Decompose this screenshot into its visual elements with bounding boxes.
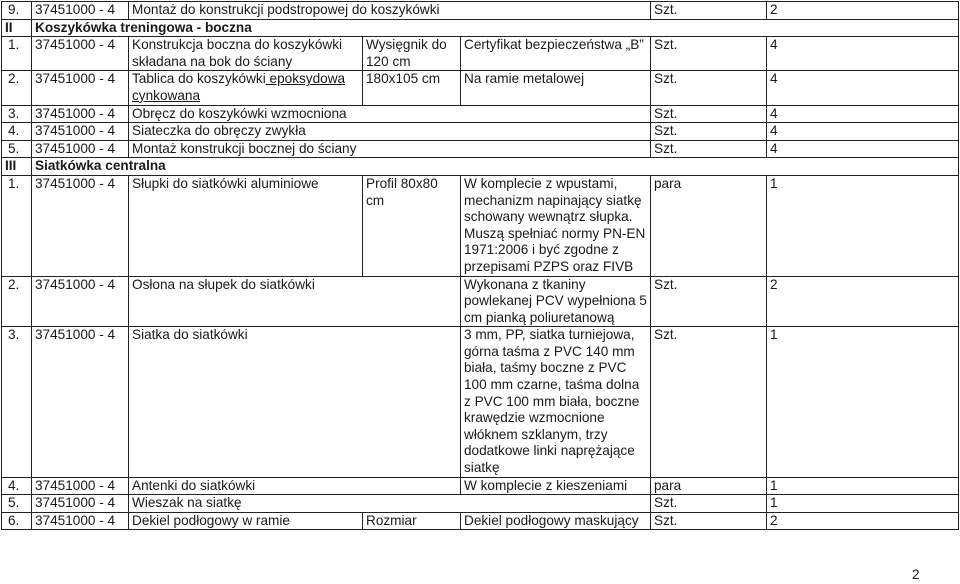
row-number: 5. xyxy=(2,495,32,513)
cpv-code: 37451000 - 4 xyxy=(32,175,129,276)
cpv-code: 37451000 - 4 xyxy=(32,327,129,477)
quantity: 1 xyxy=(767,175,959,276)
cpv-code: 37451000 - 4 xyxy=(32,123,129,141)
table-row xyxy=(2,140,959,158)
unit: para xyxy=(651,477,767,495)
cpv-code: 37451000 - 4 xyxy=(32,140,129,158)
table-row xyxy=(2,276,959,327)
row-number: 3. xyxy=(2,105,32,123)
item-name xyxy=(129,71,363,105)
item-name: Dekiel podłogowy w ramie xyxy=(129,512,363,530)
quantity: 2 xyxy=(767,512,959,530)
row-number: 4. xyxy=(2,123,32,141)
quantity: 4 xyxy=(767,140,959,158)
row-number: 2. xyxy=(2,71,32,105)
unit: Szt. xyxy=(651,140,767,158)
table-row xyxy=(2,123,959,141)
row-number: 9. xyxy=(2,2,32,20)
row-number: 1. xyxy=(2,37,32,71)
table-row xyxy=(2,327,959,477)
item-description: Dekiel podłogowy maskujący xyxy=(461,512,651,530)
item-size: 180x105 cm xyxy=(363,71,461,105)
section-header-row xyxy=(2,158,959,176)
item-name-part: Tablica do koszykówki xyxy=(132,71,266,87)
section-header-row xyxy=(2,19,959,37)
item-description: Na ramie metalowej xyxy=(461,71,651,105)
cpv-code: 37451000 - 4 xyxy=(32,37,129,71)
unit: Szt. xyxy=(651,71,767,105)
item-description: Certyfikat bezpieczeństwa „B” xyxy=(461,37,651,71)
cpv-code: 37451000 - 4 xyxy=(32,2,129,20)
unit: Szt. xyxy=(651,2,767,20)
item-name: Wieszak na siatkę xyxy=(129,495,651,513)
table-row xyxy=(2,2,959,20)
table-row xyxy=(2,37,959,71)
table-row xyxy=(2,512,959,530)
unit: Szt. xyxy=(651,327,767,477)
table-row xyxy=(2,71,959,105)
cpv-code: 37451000 - 4 xyxy=(32,512,129,530)
item-size: Wysięgnik do 120 cm xyxy=(363,37,461,71)
quantity: 1 xyxy=(767,327,959,477)
page-number: 2 xyxy=(912,567,920,582)
row-number: 1. xyxy=(2,175,32,276)
item-description: W komplecie z kieszeniami xyxy=(461,477,651,495)
table-row xyxy=(2,175,959,276)
unit: Szt. xyxy=(651,37,767,71)
table-row xyxy=(2,105,959,123)
item-description: W komplecie z wpustami, mechanizm napinający siatkę schowany wewnątrz słupka. Muszą spełniać normy PN-EN 1971:2006 i być zgodne z przepisami PZPS oraz FIVB xyxy=(461,175,651,276)
section-title: Siatkówka centralna xyxy=(32,158,959,176)
quantity: 4 xyxy=(767,37,959,71)
quantity: 1 xyxy=(767,495,959,513)
item-name: Antenki do siatkówki xyxy=(129,477,461,495)
unit: Szt. xyxy=(651,276,767,327)
item-description: 3 mm, PP, siatka turniejowa, górna taśma z PVC 140 mm biała, taśmy boczne z PVC 100 mm czarne, taśma dolna z PVC 100 mm biała, boczne krawędzie wzmocnione włóknem szklanym, trzy dodatkowe linki naprężające siatkę xyxy=(461,327,651,477)
section-title: Koszykówka treningowa - boczna xyxy=(32,19,959,37)
item-name: Montaż do konstrukcji podstropowej do koszykówki xyxy=(129,2,651,20)
section-number: III xyxy=(2,158,32,176)
section-number: II xyxy=(2,19,32,37)
table-row xyxy=(2,495,959,513)
table-row xyxy=(2,477,959,495)
item-name: Siatka do siatkówki xyxy=(129,327,461,477)
item-name-underlined: epoksydowa cynkowana xyxy=(132,71,346,103)
cpv-code: 37451000 - 4 xyxy=(32,276,129,327)
item-name: Siateczka do obręczy zwykła xyxy=(129,123,651,141)
item-name: Obręcz do koszykówki wzmocniona xyxy=(129,105,651,123)
cpv-code: 37451000 - 4 xyxy=(32,477,129,495)
item-size: Profil 80x80 cm xyxy=(363,175,461,276)
quantity: 2 xyxy=(767,276,959,327)
row-number: 4. xyxy=(2,477,32,495)
item-size: Rozmiar xyxy=(363,512,461,530)
quantity: 4 xyxy=(767,71,959,105)
unit: Szt. xyxy=(651,105,767,123)
quantity: 4 xyxy=(767,123,959,141)
item-name: Osłona na słupek do siatkówki xyxy=(129,276,461,327)
unit: Szt. xyxy=(651,512,767,530)
quantity: 2 xyxy=(767,2,959,20)
row-number: 2. xyxy=(2,276,32,327)
unit: Szt. xyxy=(651,123,767,141)
quantity: 4 xyxy=(767,105,959,123)
item-name: Montaż konstrukcji bocznej do ściany xyxy=(129,140,651,158)
row-number: 5. xyxy=(2,140,32,158)
item-name: Konstrukcja boczna do koszykówki składana na bok do ściany xyxy=(129,37,363,71)
item-description: Wykonana z tkaniny powlekanej PCV wypełniona 5 cm pianką poliuretanową xyxy=(461,276,651,327)
quantity: 1 xyxy=(767,477,959,495)
cpv-code: 37451000 - 4 xyxy=(32,495,129,513)
item-name: Słupki do siatkówki aluminiowe xyxy=(129,175,363,276)
cpv-code: 37451000 - 4 xyxy=(32,71,129,105)
row-number: 3. xyxy=(2,327,32,477)
spec-table-sheet xyxy=(1,1,959,530)
unit: Szt. xyxy=(651,495,767,513)
unit: para xyxy=(651,175,767,276)
spec-table xyxy=(1,1,959,530)
row-number: 6. xyxy=(2,512,32,530)
cpv-code: 37451000 - 4 xyxy=(32,105,129,123)
